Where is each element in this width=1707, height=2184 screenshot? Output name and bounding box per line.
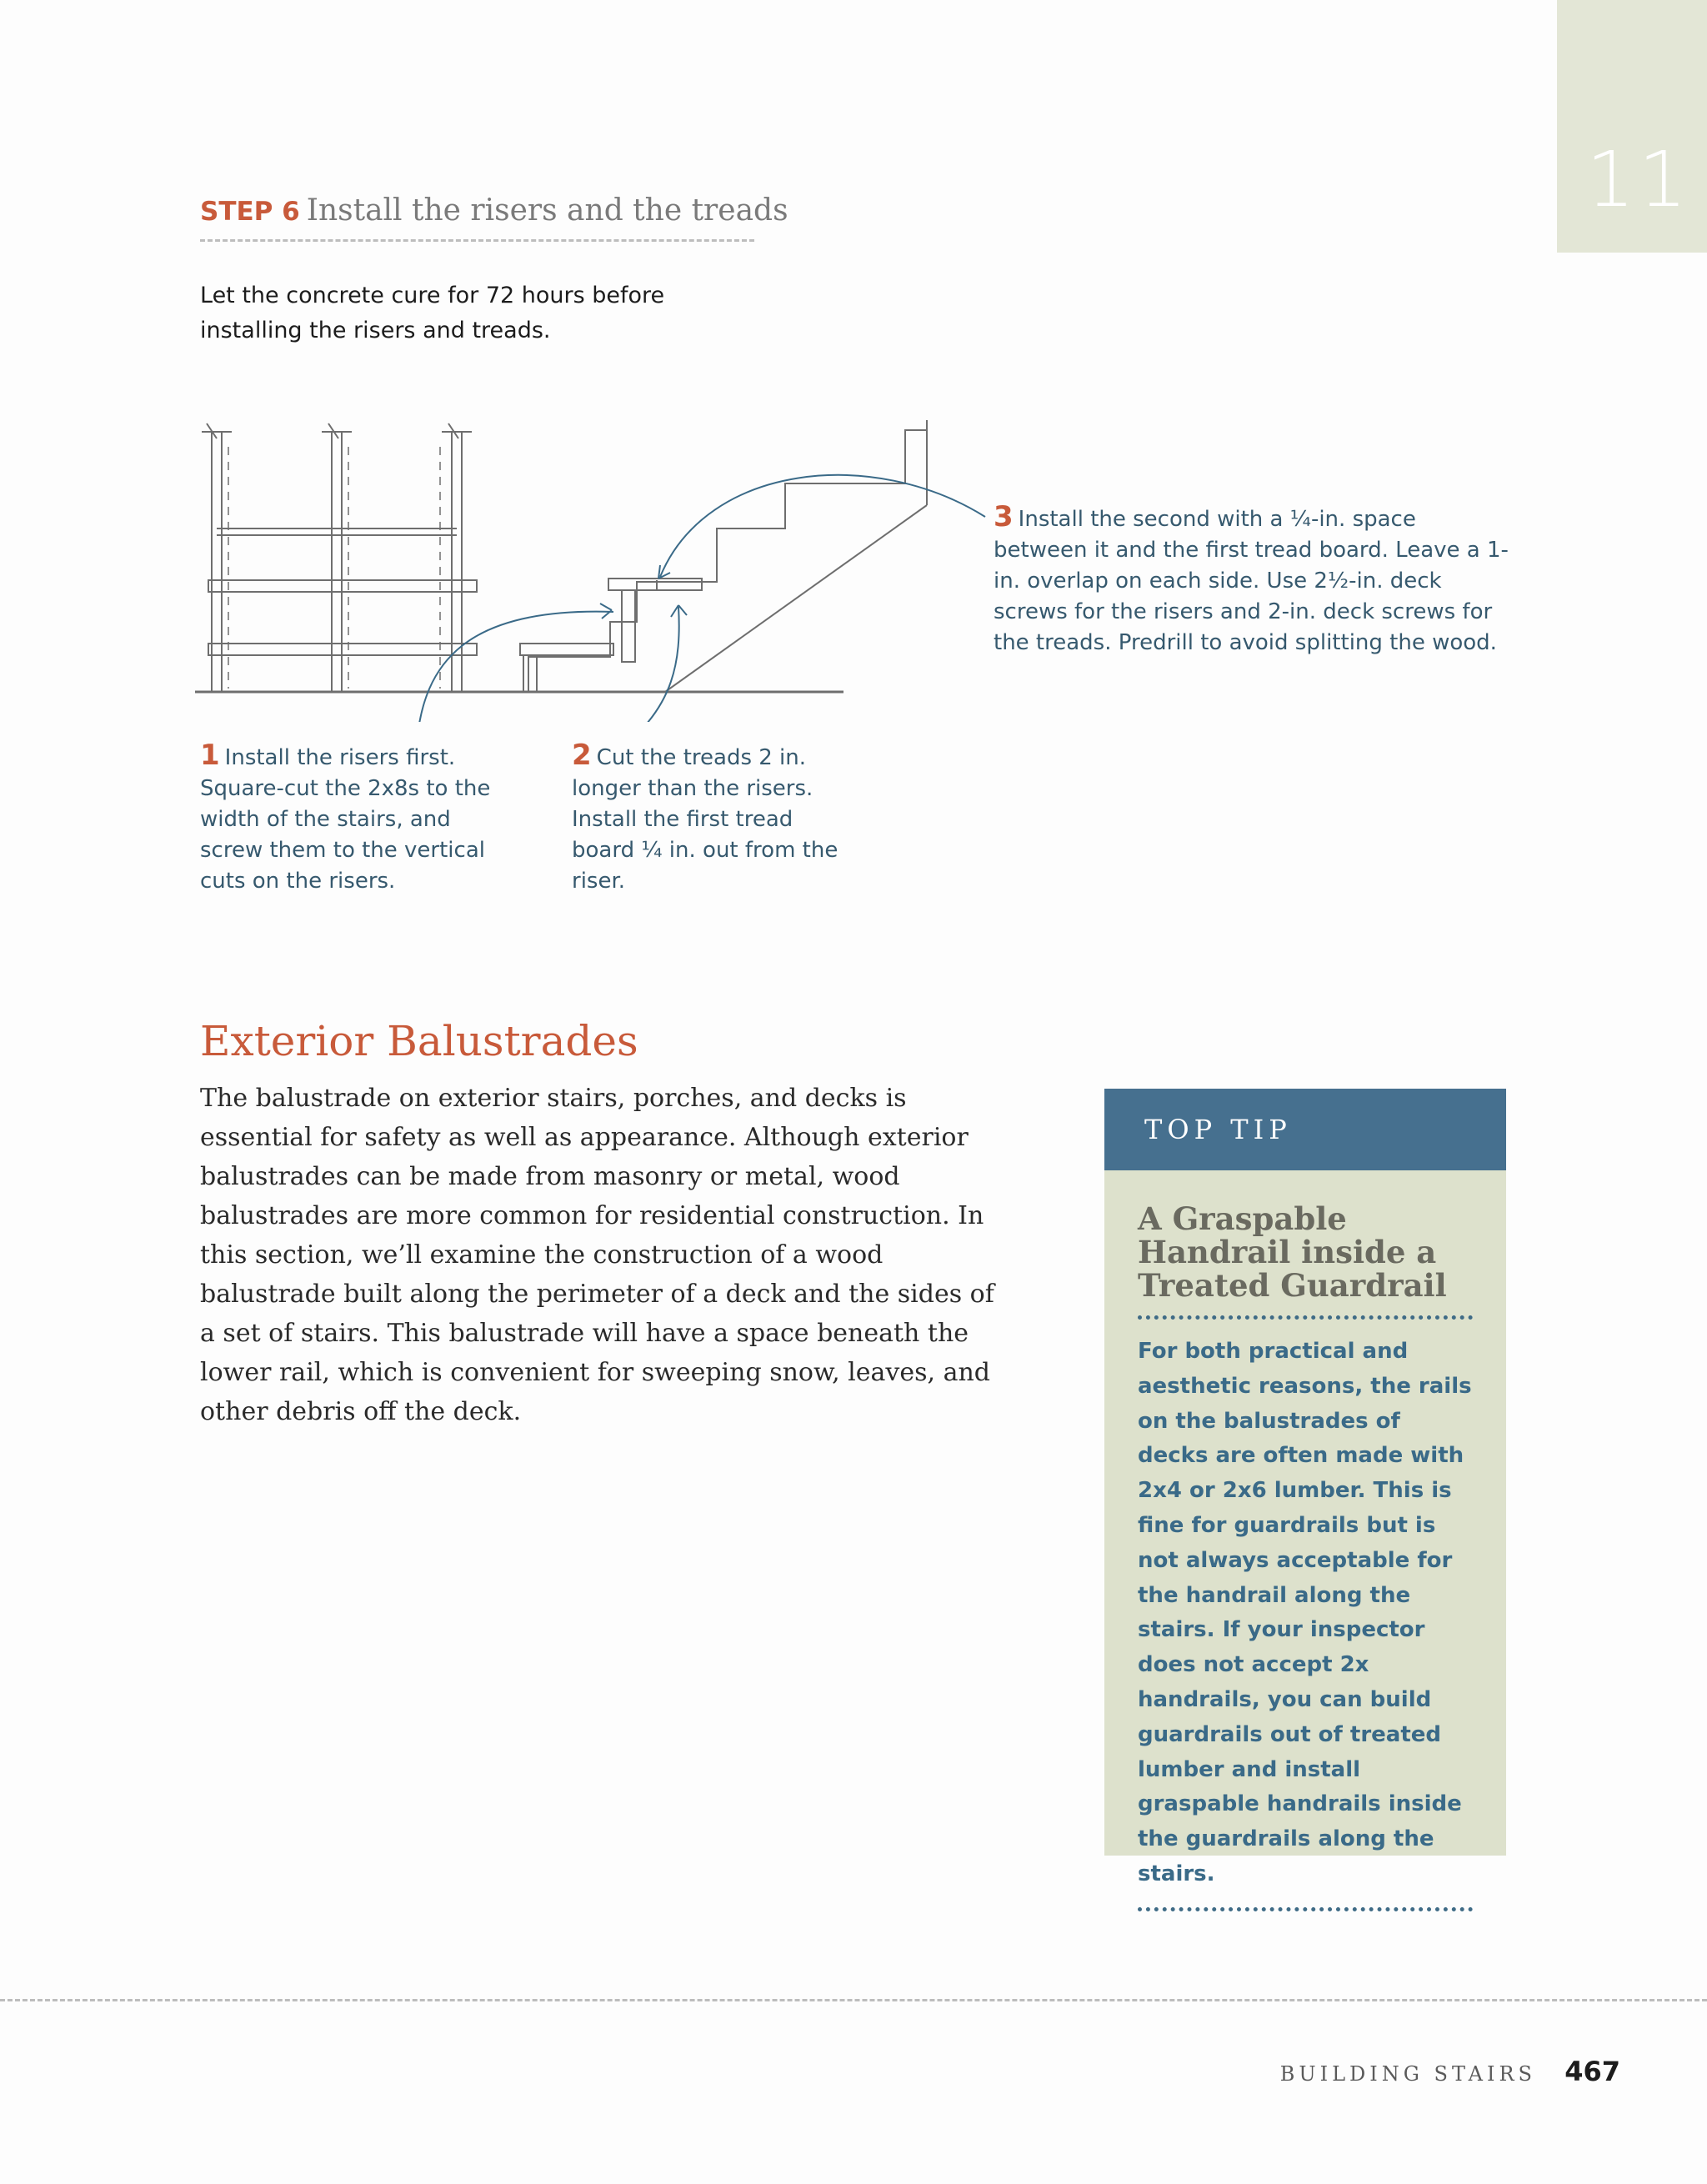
step-label: STEP 6	[200, 197, 300, 227]
chapter-tab	[1557, 0, 1707, 253]
callout-3	[994, 502, 1510, 659]
deck-post	[202, 423, 232, 692]
tip-header: TOP TIP	[1104, 1089, 1506, 1170]
callout-number: 1	[200, 739, 220, 772]
step-title: Install the risers and the treads	[306, 193, 788, 228]
tip-text: For both practical and aesthetic reasons, the rails on the balustrades of decks are often made with 2x4 or 2x6 lumber. This is fine for guardrails but is not always acceptable for the handrail along the stairs. If your inspector does not accept 2x handrails, you can build guardrails out of treated lumber and install graspable handrails inside the guardrails along the stairs.	[1138, 1339, 1472, 1886]
riser-board	[523, 655, 537, 692]
callout-1	[200, 740, 508, 897]
stair-construction-illustration	[190, 413, 1024, 722]
running-head: BUILDING STAIRS	[1279, 2062, 1536, 2086]
dotted-divider	[1138, 1907, 1473, 1911]
page-number: 467	[1564, 2056, 1620, 2087]
body-paragraph: The balustrade on exterior stairs, porches, and decks is essential for safety as well as appearance. Although exterior balustrades can be made from masonry or metal, wood balustrades are more common for residential construction. In this section, we’ll examine the construction of a wood balustrade built along the perimeter of a deck and the sides of a set of stairs. This balustrade will have a space beneath the lower rail, which is convenient for sweeping snow, leaves, and other debris off the deck.	[200, 1084, 994, 1426]
riser-board	[622, 590, 635, 662]
step-intro: Let the concrete cure for 72 hours before installing the risers and treads.	[200, 283, 665, 343]
callout-2	[572, 740, 847, 897]
deck-post	[442, 423, 472, 692]
callout-text: Install the second with a ¼-in. space between it and the first tread board. Leave a 1-in. overlap on each side. Use 2½-in. deck screws for the risers and 2-in. deck screws for the treads. Predrill to avoid splitting the wood.	[994, 507, 1509, 655]
callout-arrow	[660, 475, 985, 577]
callout-number: 3	[994, 500, 1014, 533]
footer-divider	[0, 1999, 1707, 2001]
callout-text: Install the risers first. Square-cut the 2x8s to the width of the stairs, and screw them to the vertical cuts on the risers.	[200, 745, 491, 894]
tip-title: A Graspable Handrail inside a Treated Guardrail	[1138, 1200, 1447, 1304]
step-heading	[200, 193, 788, 242]
section-body	[200, 1079, 1017, 1431]
stair-stringer	[528, 420, 927, 692]
tread-board	[608, 579, 702, 590]
chapter-number: 11	[1585, 135, 1690, 224]
top-tip-box	[1104, 1089, 1506, 1886]
section-title: Exterior Balustrades	[200, 1017, 638, 1065]
tread-board	[520, 644, 613, 655]
dotted-divider	[1138, 1315, 1473, 1320]
callout-text: Cut the treads 2 in. longer than the risers. Install the first tread board ¼ in. out from the riser.	[572, 745, 838, 894]
callout-number: 2	[572, 739, 592, 772]
callout-arrow	[417, 612, 613, 722]
deck-post	[322, 423, 352, 692]
